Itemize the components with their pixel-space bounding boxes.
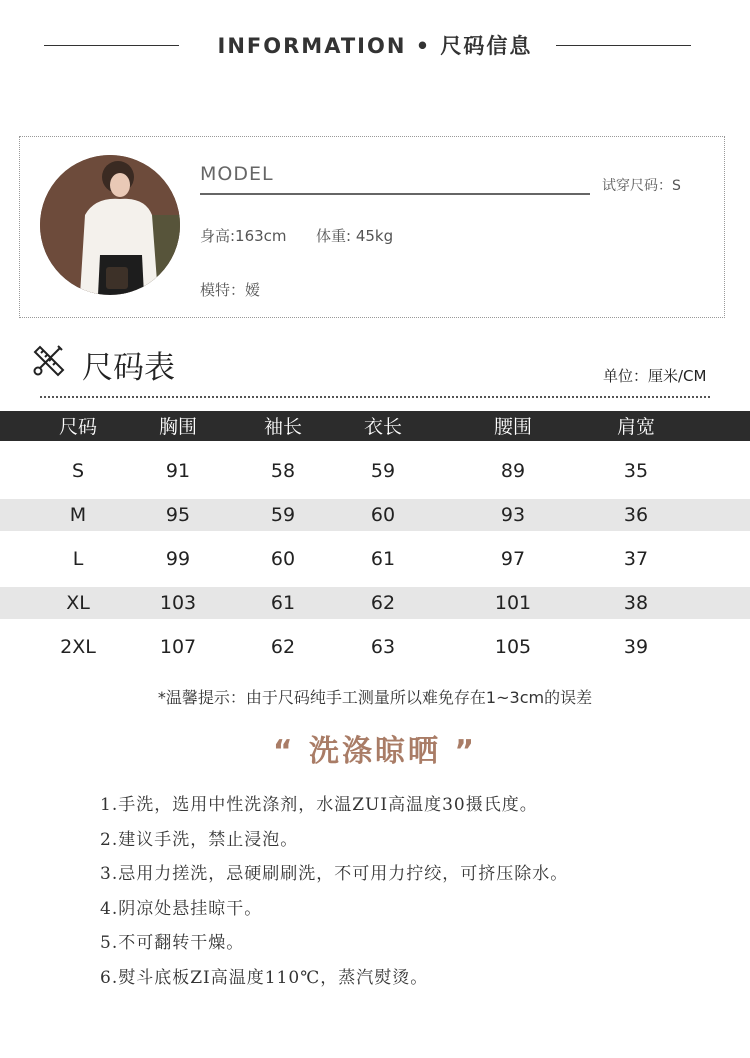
care-item: 3.忌用力搓洗，忌硬刷刷洗，不可用力拧绞，可挤压除水。 — [100, 864, 569, 884]
model-card — [19, 136, 725, 318]
table-row — [0, 631, 750, 663]
table-cell: 62 — [270, 636, 296, 658]
header-cell: 袖长 — [263, 416, 302, 438]
table-cell: XL — [66, 592, 90, 614]
size-unit: 单位：厘米/CM — [603, 367, 707, 385]
table-cell: 60 — [270, 548, 296, 570]
header-cell: 腰围 — [493, 416, 532, 438]
care-item: 5.不可翻转干燥。 — [100, 933, 245, 953]
table-row — [0, 455, 750, 487]
care-list — [100, 792, 568, 999]
table-row — [0, 543, 750, 575]
table-cell: S — [71, 460, 85, 482]
care-item: 1.手洗，选用中性洗涤剂，水温ZUI高温度30摄氏度。 — [100, 795, 538, 815]
care-item: 2.建议手洗，禁止浸泡。 — [100, 829, 299, 850]
trial-size: 试穿尺码：S — [602, 178, 681, 194]
table-cell: M — [69, 504, 87, 526]
table-cell: 37 — [623, 548, 649, 570]
table-cell: 107 — [159, 636, 197, 658]
table-cell: 95 — [165, 504, 191, 526]
table-cell: 61 — [270, 592, 296, 614]
table-cell: L — [72, 548, 84, 570]
table-cell: 89 — [500, 460, 526, 482]
model-photo — [40, 155, 180, 295]
size-chart-title: 尺码表 — [82, 350, 175, 386]
table-cell: 36 — [623, 504, 649, 526]
table-cell: 60 — [370, 504, 396, 526]
care-title: “ 洗涤晾晒 ” — [272, 734, 478, 769]
table-cell: 59 — [370, 460, 396, 482]
table-cell: 101 — [494, 592, 532, 614]
table-cell: 59 — [270, 504, 296, 526]
table-cell: 58 — [270, 460, 296, 482]
table-row — [0, 587, 750, 619]
table-cell: 61 — [370, 548, 396, 570]
table-cell: 105 — [494, 636, 532, 658]
care-item: 6.熨斗底板ZI高温度110℃，蒸汽熨烫。 — [100, 967, 429, 988]
size-table-header — [0, 411, 750, 441]
table-cell: 103 — [159, 592, 197, 614]
table-cell: 63 — [370, 636, 396, 658]
table-cell: 39 — [623, 636, 649, 658]
measurement-tip: *温馨提示：由于尺码纯手工测量所以难免存在1~3cm的误差 — [157, 688, 593, 707]
table-cell: 91 — [165, 460, 191, 482]
model-name: 模特：嫒 — [200, 281, 261, 299]
dotted-divider — [40, 396, 710, 398]
header-cell: 肩宽 — [616, 416, 655, 438]
table-cell: 99 — [165, 548, 191, 570]
header-cell: 尺码 — [58, 416, 97, 438]
table-cell: 97 — [500, 548, 526, 570]
ruler-scissors-icon — [32, 344, 66, 378]
table-cell: 93 — [500, 504, 526, 526]
care-item: 4.阴凉处悬挂晾干。 — [100, 898, 263, 919]
header-cell: 胸围 — [158, 416, 197, 438]
table-cell: 38 — [623, 592, 649, 614]
table-cell: 62 — [370, 592, 396, 614]
model-weight: 体重: 45kg — [316, 227, 394, 245]
header-title: INFORMATION • 尺码信息 — [217, 34, 533, 58]
table-row — [0, 499, 750, 531]
table-cell: 2XL — [60, 636, 96, 658]
table-cell: 35 — [623, 460, 649, 482]
header-cell: 衣长 — [363, 416, 402, 438]
model-underline — [200, 193, 590, 195]
model-label: MODEL — [200, 163, 274, 185]
model-height: 身高:163cm — [200, 227, 287, 245]
